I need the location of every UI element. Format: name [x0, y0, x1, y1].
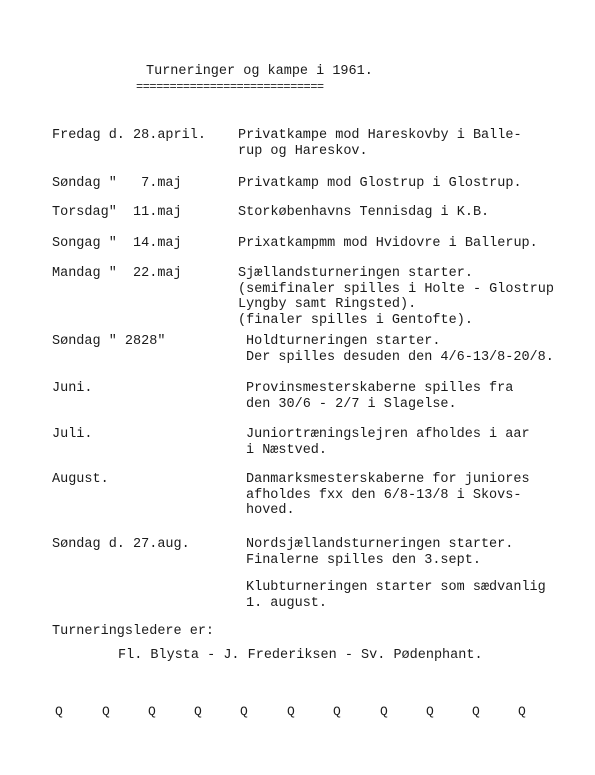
entry-text-line: den 30/6 - 2/7 i Slagelse. — [246, 396, 457, 412]
q-mark: Q — [287, 704, 295, 719]
entry-text-line: Juniortræningslejren afholdes i aar — [246, 427, 530, 442]
q-mark: Q — [472, 704, 480, 719]
leaders-names: Fl. Blysta - J. Frederiksen - Sv. Pødenphant. — [118, 648, 483, 663]
page-title: Turneringer og kampe i 1961. — [146, 64, 373, 79]
entry-text-line: Nordsjællandsturneringen starter. — [246, 537, 514, 552]
entry-text-line: Klubturneringen starter som sædvanlig — [246, 580, 546, 595]
entry-text-line: afholdes fxx den 6/8-13/8 i Skovs- — [246, 487, 522, 503]
title-underline: ============================ — [136, 80, 324, 94]
entry-date: Juli. — [52, 427, 93, 442]
q-mark: Q — [380, 704, 388, 719]
entry-date: Søndag " 2828" — [52, 334, 166, 349]
q-mark: Q — [148, 704, 156, 719]
q-mark: Q — [333, 704, 341, 719]
entry-text-line: Finalerne spilles den 3.sept. — [246, 552, 481, 568]
entry-text-line: (finaler spilles i Gentofte). — [238, 312, 473, 328]
q-mark: Q — [102, 704, 110, 719]
entry-date: Mandag " 22.maj — [52, 266, 182, 281]
q-mark-row — [0, 704, 595, 726]
entry-text-line: Danmarksmesterskaberne for juniores — [246, 472, 530, 487]
entry-text-line: Storkøbenhavns Tennisdag i K.B. — [238, 205, 490, 220]
q-mark: Q — [518, 704, 526, 719]
entry-text-line: hoved. — [246, 503, 295, 519]
entry-date: August. — [52, 472, 109, 487]
entry-text-line: Prixatkampmm mod Hvidovre i Ballerup. — [238, 236, 538, 251]
q-mark: Q — [194, 704, 202, 719]
q-mark: Q — [426, 704, 434, 719]
entry-text-line: Provinsmesterskaberne spilles fra — [246, 381, 514, 396]
entry-text-line: rup og Hareskov. — [238, 143, 368, 159]
entry-text-line: Holdturneringen starter. — [246, 334, 441, 349]
entry-date: Torsdag" 11.maj — [52, 205, 182, 220]
entry-date: Søndag " 7.maj — [52, 176, 182, 191]
entry-text-line: Privatkampe mod Hareskovby i Balle- — [238, 128, 522, 143]
entry-text-line: 1. august. — [246, 595, 328, 611]
q-mark: Q — [240, 704, 248, 719]
q-mark: Q — [55, 704, 63, 719]
entry-date: Søndag d. 27.aug. — [52, 537, 190, 552]
entry-date: Juni. — [52, 381, 93, 396]
entry-date: Fredag d. 28.april. — [52, 128, 206, 143]
entry-text-line: Privatkamp mod Glostrup i Glostrup. — [238, 176, 522, 191]
entry-date: Songag " 14.maj — [52, 236, 182, 251]
entry-text-line: Der spilles desuden den 4/6-13/8-20/8. — [246, 349, 554, 365]
entry-text-line: Sjællandsturneringen starter. — [238, 266, 473, 281]
leaders-label: Turneringsledere er: — [52, 624, 215, 639]
entry-text-line: (semifinaler spilles i Holte - Glostrup — [238, 281, 554, 297]
entry-text-line: Lyngby samt Ringsted). — [238, 297, 417, 313]
entry-text-line: i Næstved. — [246, 442, 328, 458]
